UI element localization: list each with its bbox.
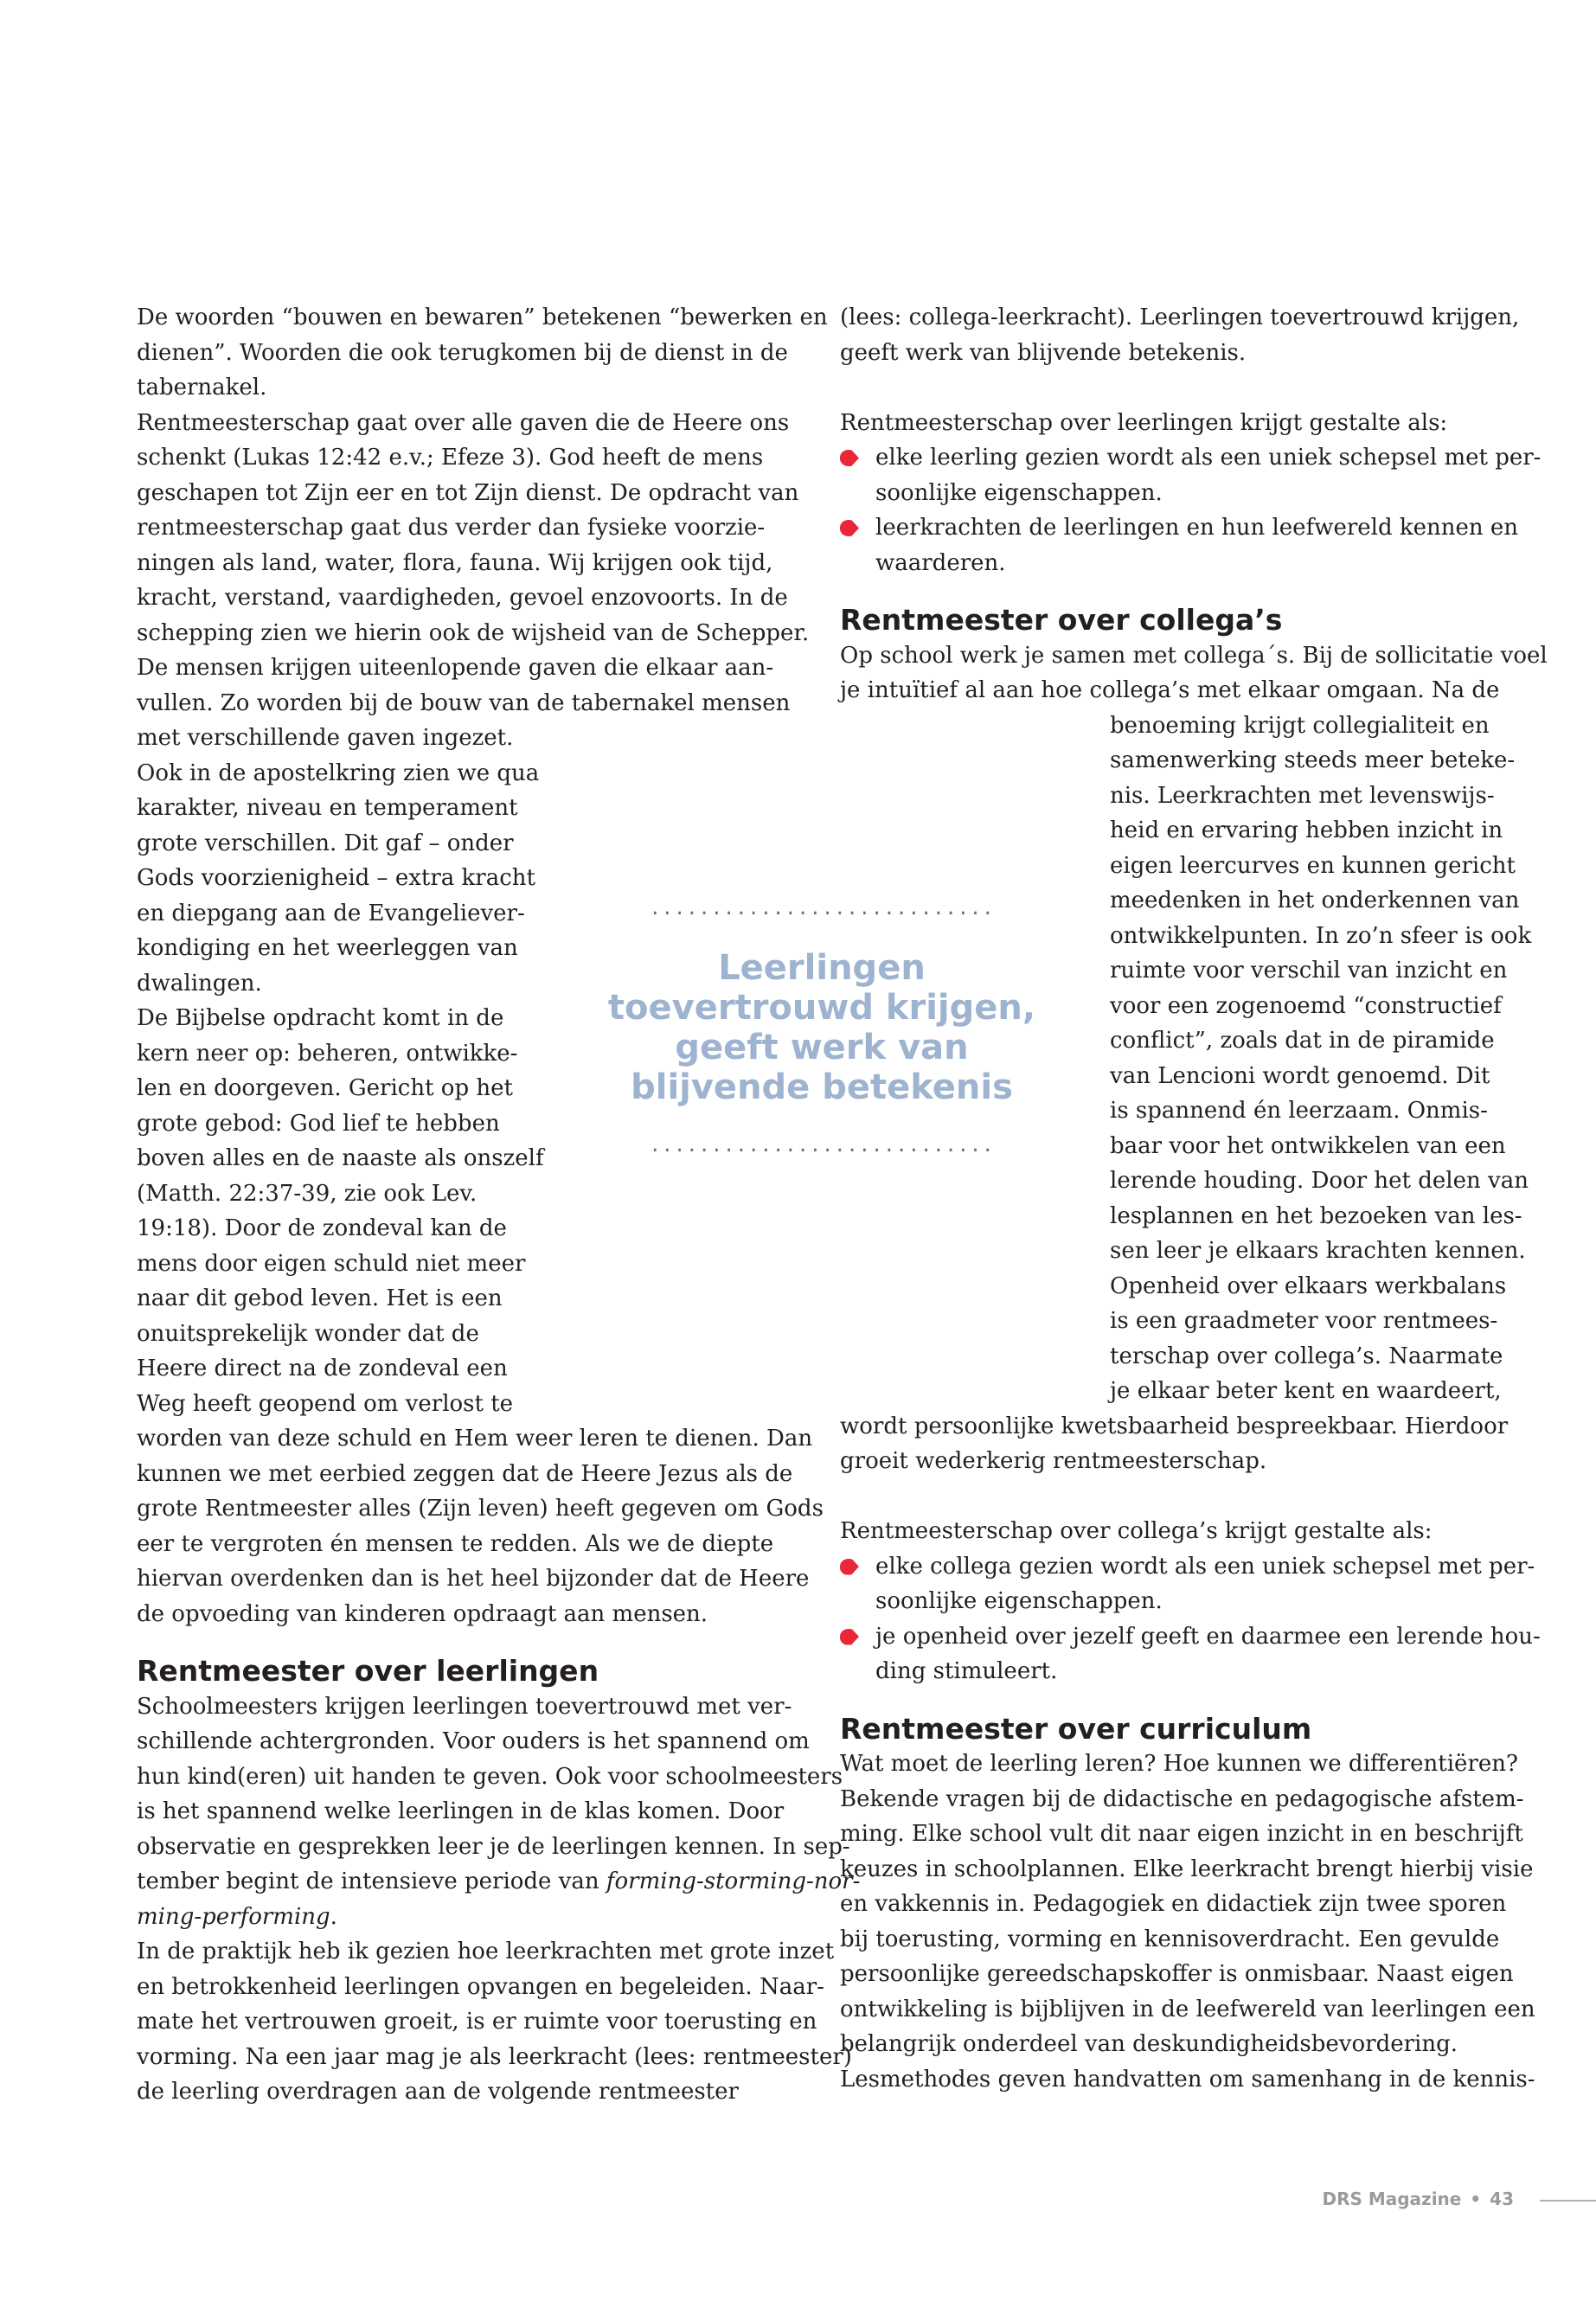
text-line bbox=[137, 1864, 861, 1900]
text-line: Ook in de apostelkring zien we qua bbox=[137, 760, 540, 786]
text-line: geeft werk van blijvende betekenis. bbox=[840, 339, 1247, 366]
text-line: hiervan overdenken dan is het heel bijzonder dat de Heere bbox=[137, 1566, 810, 1592]
bullet-item-cont: soonlijke eigenschappen. bbox=[875, 479, 1163, 506]
text-line: Weg heeft geopend om verlost te bbox=[137, 1390, 514, 1417]
pull-quote-divider-top: ............................ bbox=[649, 898, 995, 920]
text-line: ningen als land, water, flora, fauna. Wij krijgen ook tijd, bbox=[137, 549, 773, 576]
text-line: lerende houding. Door het delen van bbox=[1110, 1168, 1529, 1194]
text-line: meedenken in het onderkennen van bbox=[1110, 888, 1520, 913]
text-line: mate het vertrouwen groeit, is er ruimte voor toerusting en bbox=[137, 2009, 817, 2035]
pull-quote-line: geeft werk van bbox=[675, 1028, 969, 1067]
text-line: is het spannend welke leerlingen in de klas komen. Door bbox=[137, 1798, 785, 1824]
text-line: onuitsprekelijk wonder dat de bbox=[137, 1320, 479, 1347]
bullet-text: je openheid over jezelf geeft en daarmee een lerende hou- bbox=[875, 1623, 1541, 1650]
pull-quote-line: blijvende betekenis bbox=[631, 1067, 1013, 1107]
text-line: hun kind(eren) uit handen te geven. Ook voor schoolmeesters bbox=[137, 1763, 843, 1790]
text-line: (Matth. 22:37-39, zie ook Lev. bbox=[137, 1180, 478, 1207]
text-span: tember begint de intensieve periode van bbox=[137, 1868, 606, 1894]
text-line: schenkt (Lukas 12:42 e.v.; Efeze 3). God heeft de mens bbox=[137, 445, 764, 471]
text-line: (lees: collega-leerkracht). Leerlingen toevertrouwd krijgen, bbox=[840, 304, 1520, 330]
text-line: conflict”, zoals dat in de piramide bbox=[1110, 1028, 1495, 1054]
text-line: rentmeesterschap gaat dus verder dan fysieke voorzie- bbox=[137, 515, 766, 541]
text-line: mens door eigen schuld niet meer bbox=[137, 1250, 526, 1277]
heading-curriculum: Rentmeester over curriculum bbox=[840, 1711, 1312, 1746]
text-line: Schoolmeesters krijgen leerlingen toevertrouwd met ver- bbox=[137, 1693, 792, 1720]
text-line: dienen”. Woorden die ook terugkomen bij de dienst in de bbox=[137, 339, 788, 366]
bullet-icon bbox=[840, 1629, 859, 1645]
text-line: Bekende vragen bij de didactische en pedagogische afstem- bbox=[840, 1785, 1524, 1812]
magazine-name: DRS Magazine bbox=[1322, 2189, 1462, 2209]
pull-quote-line: toevertrouwd krijgen, bbox=[607, 988, 1036, 1028]
text-line: de opvoeding van kinderen opdraagt aan mensen. bbox=[137, 1600, 708, 1627]
text-line: kracht, verstand, vaardigheden, gevoel enzovoorts. In de bbox=[137, 585, 788, 611]
text-line: observatie en gesprekken leer je de leerlingen kennen. In sep- bbox=[137, 1833, 850, 1860]
pull-quote-divider-bottom: ............................ bbox=[649, 1135, 995, 1157]
bullet-icon bbox=[840, 1559, 859, 1575]
bullet-item bbox=[840, 440, 1542, 476]
text-line: lesplannen en het bezoeken van les- bbox=[1110, 1202, 1522, 1229]
bullet-item bbox=[840, 1619, 1541, 1655]
text-line: heid en ervaring hebben inzicht in bbox=[1110, 817, 1503, 843]
bullet-text: leerkrachten de leerlingen en hun leefwereld kennen en bbox=[875, 515, 1519, 541]
text-line: ontwikkelpunten. In zo’n sfeer is ook bbox=[1110, 922, 1532, 949]
text-line: De mensen krijgen uiteenlopende gaven die elkaar aan- bbox=[137, 655, 774, 681]
text-line: groeit wederkerig rentmeesterschap. bbox=[840, 1448, 1267, 1474]
heading-leerlingen: Rentmeester over leerlingen bbox=[137, 1654, 599, 1688]
list-intro: Rentmeesterschap over collega’s krijgt gestalte als: bbox=[840, 1518, 1433, 1544]
page-footer bbox=[1322, 2189, 1514, 2209]
text-line: kondiging en het weerleggen van bbox=[137, 935, 518, 961]
text-line: en vakkennis in. Pedagogiek en didactiek zijn twee sporen bbox=[840, 1891, 1507, 1917]
text-line: bij toerusting, vorming en kennisoverdracht. Een gevulde bbox=[840, 1926, 1500, 1952]
text-line: je intuïtief al aan hoe collega’s met elkaar omgaan. Na de bbox=[840, 677, 1500, 703]
text-line: is spannend én leerzaam. Onmis- bbox=[1110, 1098, 1488, 1124]
text-line: sen leer je elkaars krachten kennen. bbox=[1110, 1238, 1526, 1264]
text-line: met verschillende gaven ingezet. bbox=[137, 725, 514, 751]
footer-separator: • bbox=[1470, 2189, 1482, 2209]
heading-collegas: Rentmeester over collega’s bbox=[840, 603, 1283, 637]
text-line: geschapen tot Zijn eer en tot Zijn dienst. De opdracht van bbox=[137, 479, 799, 506]
text-line: ruimte voor verschil van inzicht en bbox=[1110, 958, 1508, 984]
text-line: boven alles en de naaste als onszelf bbox=[137, 1145, 544, 1171]
text-line: samenwerking steeds meer beteke- bbox=[1110, 747, 1516, 773]
text-line: wordt persoonlijke kwetsbaarheid bespreekbaar. Hierdoor bbox=[840, 1413, 1509, 1439]
text-line: Openheid over elkaars werkbalans bbox=[1110, 1272, 1507, 1299]
text-line: is een graadmeter voor rentmees- bbox=[1110, 1308, 1498, 1334]
bullet-item bbox=[840, 1549, 1535, 1585]
text-line: de leerling overdragen aan de volgende rentmeester bbox=[137, 2079, 739, 2105]
bullet-text: elke collega gezien wordt als een uniek schepsel met per- bbox=[875, 1553, 1535, 1580]
text-line: benoeming krijgt collegialiteit en bbox=[1110, 712, 1490, 739]
text-line: schillende achtergronden. Voor ouders is het spannend om bbox=[137, 1728, 810, 1754]
text-line bbox=[137, 1900, 803, 1935]
text-line: In de praktijk heb ik gezien hoe leerkrachten met grote inzet bbox=[137, 1939, 835, 1965]
text-line: tabernakel. bbox=[137, 375, 267, 401]
text-line: Rentmeesterschap gaat over alle gaven die de Heere ons bbox=[137, 409, 790, 436]
text-line: kern neer op: beheren, ontwikke- bbox=[137, 1040, 518, 1067]
text-line: 19:18). Door de zondeval kan de bbox=[137, 1215, 507, 1241]
text-line: len en doorgeven. Gericht op het bbox=[137, 1075, 513, 1101]
text-line: en betrokkenheid leerlingen opvangen en begeleiden. Naar- bbox=[137, 1973, 824, 2000]
text-line: Op school werk je samen met collega´s. Bij de sollicitatie voel bbox=[840, 642, 1548, 669]
text-line: kunnen we met eerbied zeggen dat de Heere Jezus als de bbox=[137, 1460, 793, 1487]
text-line: van Lencioni wordt genoemd. Dit bbox=[1110, 1062, 1490, 1089]
text-line: je elkaar beter kent en waardeert, bbox=[1110, 1378, 1502, 1404]
text-line: nis. Leerkrachten met levenswijs- bbox=[1110, 782, 1495, 809]
bullet-item-cont: soonlijke eigenschappen. bbox=[875, 1588, 1163, 1614]
text-line: dwalingen. bbox=[137, 970, 262, 997]
text-line: en diepgang aan de Evangeliever- bbox=[137, 900, 525, 926]
text-line: baar voor het ontwikkelen van een bbox=[1110, 1132, 1506, 1159]
pull-quote bbox=[606, 900, 1038, 1156]
text-line: vorming. Na een jaar mag je als leerkracht (lees: rentmeester) bbox=[137, 2043, 852, 2070]
right-column bbox=[840, 300, 1548, 2097]
text-line: grote Rentmeester alles (Zijn leven) heeft gegeven om Gods bbox=[137, 1496, 824, 1522]
text-line: De woorden “bouwen en bewaren” betekenen “bewerken en bbox=[137, 304, 828, 330]
text-line: keuzes in schoolplannen. Elke leerkracht brengt hierbij visie bbox=[840, 1856, 1534, 1882]
text-line: persoonlijke gereedschapskoffer is onmisbaar. Naast eigen bbox=[840, 1961, 1514, 1987]
text-line: terschap over collega’s. Naarmate bbox=[1110, 1343, 1503, 1369]
text-line: schepping zien we hierin ook de wijsheid van de Schepper. bbox=[137, 619, 810, 646]
pull-quote-line: Leerlingen bbox=[718, 948, 926, 988]
text-line: Wat moet de leerling leren? Hoe kunnen we differentiëren? bbox=[840, 1751, 1518, 1777]
text-line: naar dit gebod leven. Het is een bbox=[137, 1285, 503, 1311]
leerlingen-text bbox=[137, 1689, 861, 2110]
italic-term: ming-performing bbox=[137, 1903, 330, 1930]
text-span: . bbox=[330, 1903, 337, 1930]
text-line: ming. Elke school vult dit naar eigen inzicht in en beschrijft bbox=[840, 1821, 1523, 1847]
bullet-icon bbox=[840, 520, 859, 536]
italic-term: forming-storming-nor- bbox=[606, 1868, 861, 1894]
footer-rule bbox=[1540, 2200, 1596, 2202]
text-line: Lesmethodes geven handvatten om samenhang in de kennis- bbox=[840, 2066, 1535, 2093]
text-line: vullen. Zo worden bij de bouw van de tabernakel mensen bbox=[137, 689, 791, 716]
bullet-item-cont: ding stimuleert. bbox=[875, 1658, 1058, 1684]
text-line: Heere direct na de zondeval een bbox=[137, 1356, 508, 1381]
text-line: De Bijbelse opdracht komt in de bbox=[137, 1005, 504, 1031]
text-line: grote gebod: God lief te hebben bbox=[137, 1110, 500, 1137]
text-line: eigen leercurves en kunnen gericht bbox=[1110, 852, 1516, 879]
text-line: worden van deze schuld en Hem weer leren te dienen. Dan bbox=[137, 1426, 813, 1452]
text-line: Gods voorzienigheid – extra kracht bbox=[137, 865, 535, 891]
bullet-text: elke leerling gezien wordt als een uniek schepsel met per- bbox=[875, 445, 1542, 471]
text-line: grote verschillen. Dit gaf – onder bbox=[137, 830, 514, 856]
text-line: voor een zogenoemd “constructief bbox=[1110, 992, 1502, 1019]
text-line: ontwikkeling is bijblijven in de leefwereld van leerlingen een bbox=[840, 1996, 1535, 2022]
text-line: eer te vergroten én mensen te redden. Als we de diepte bbox=[137, 1530, 774, 1557]
bullet-icon bbox=[840, 450, 859, 466]
page-number: 43 bbox=[1490, 2189, 1514, 2209]
text-line: belangrijk onderdeel van deskundigheidsbevordering. bbox=[840, 2031, 1458, 2057]
bullet-item bbox=[840, 510, 1519, 546]
text-line: karakter, niveau en temperament bbox=[137, 795, 518, 821]
bullet-item-cont: waarderen. bbox=[875, 549, 1006, 576]
list-intro: Rentmeesterschap over leerlingen krijgt gestalte als: bbox=[840, 409, 1448, 436]
